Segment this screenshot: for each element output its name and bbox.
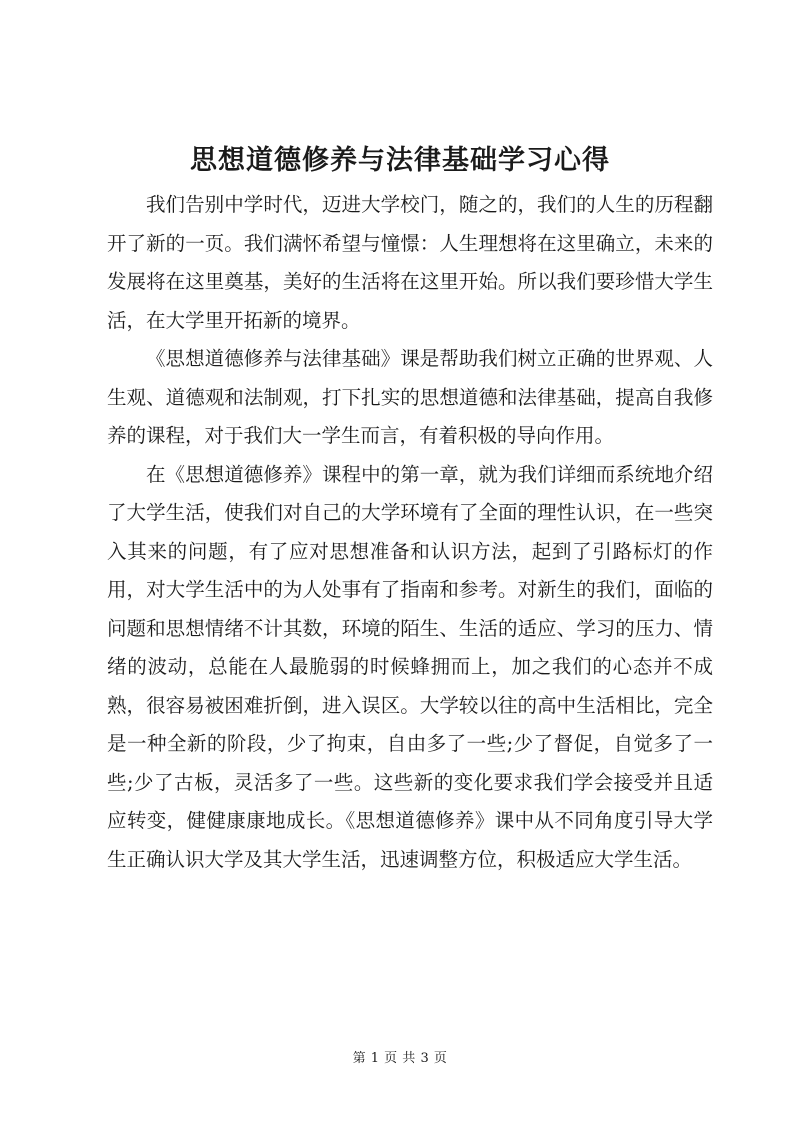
page-footer: 第 1 页 共 3 页 xyxy=(352,1051,448,1066)
paragraph-2: 《思想道德修养与法律基础》课是帮助我们树立正确的世界观、人生观、道德观和法制观，打下扎实的思想道德和法律基础，提高自我修养的课程，对于我们大一学生而言，有着积极的导向作用。 xyxy=(107,347,713,447)
document-body xyxy=(107,186,713,879)
paragraph-1: 我们告别中学时代，迈进大学校门，随之的，我们的人生的历程翻开了新的一页。我们满怀希望与憧憬：人生理想将在这里确立，未来的发展将在这里奠基，美好的生活将在这里开始。所以我们要珍惜大学生活，在大学里开拓新的境界。 xyxy=(107,193,713,332)
page-title: 思想道德修养与法律基础学习心得 xyxy=(190,145,610,176)
paragraph-3: 在《思想道德修养》课程中的第一章，就为我们详细而系统地介绍了大学生活，使我们对自己的大学环境有了全面的理性认识，在一些突入其来的问题，有了应对思想准备和认识方法，起到了引路标灯的作用，对大学生活中的为人处事有了指南和参考。对新生的我们，面临的问题和思想情绪不计其数，环境的陌生、生活的适应、学习的压力、情绪的波动，总能在人最脆弱的时候蜂拥而上，加之我们的心态并不成熟，很容易被困难折倒，进入误区。大学较以往的高中生活相比，完全是一种全新的阶段，少了拘束，自由多了一些;少了督促，自觉多了一些;少了古板，灵活多了一些。这些新的变化要求我们学会接受并且适应转变，健健康康地成长。《思想道德修养》课中从不同角度引导大学生正确认识大学及其大学生活，迅速调整方位，积极适应大学生活。 xyxy=(107,462,713,871)
